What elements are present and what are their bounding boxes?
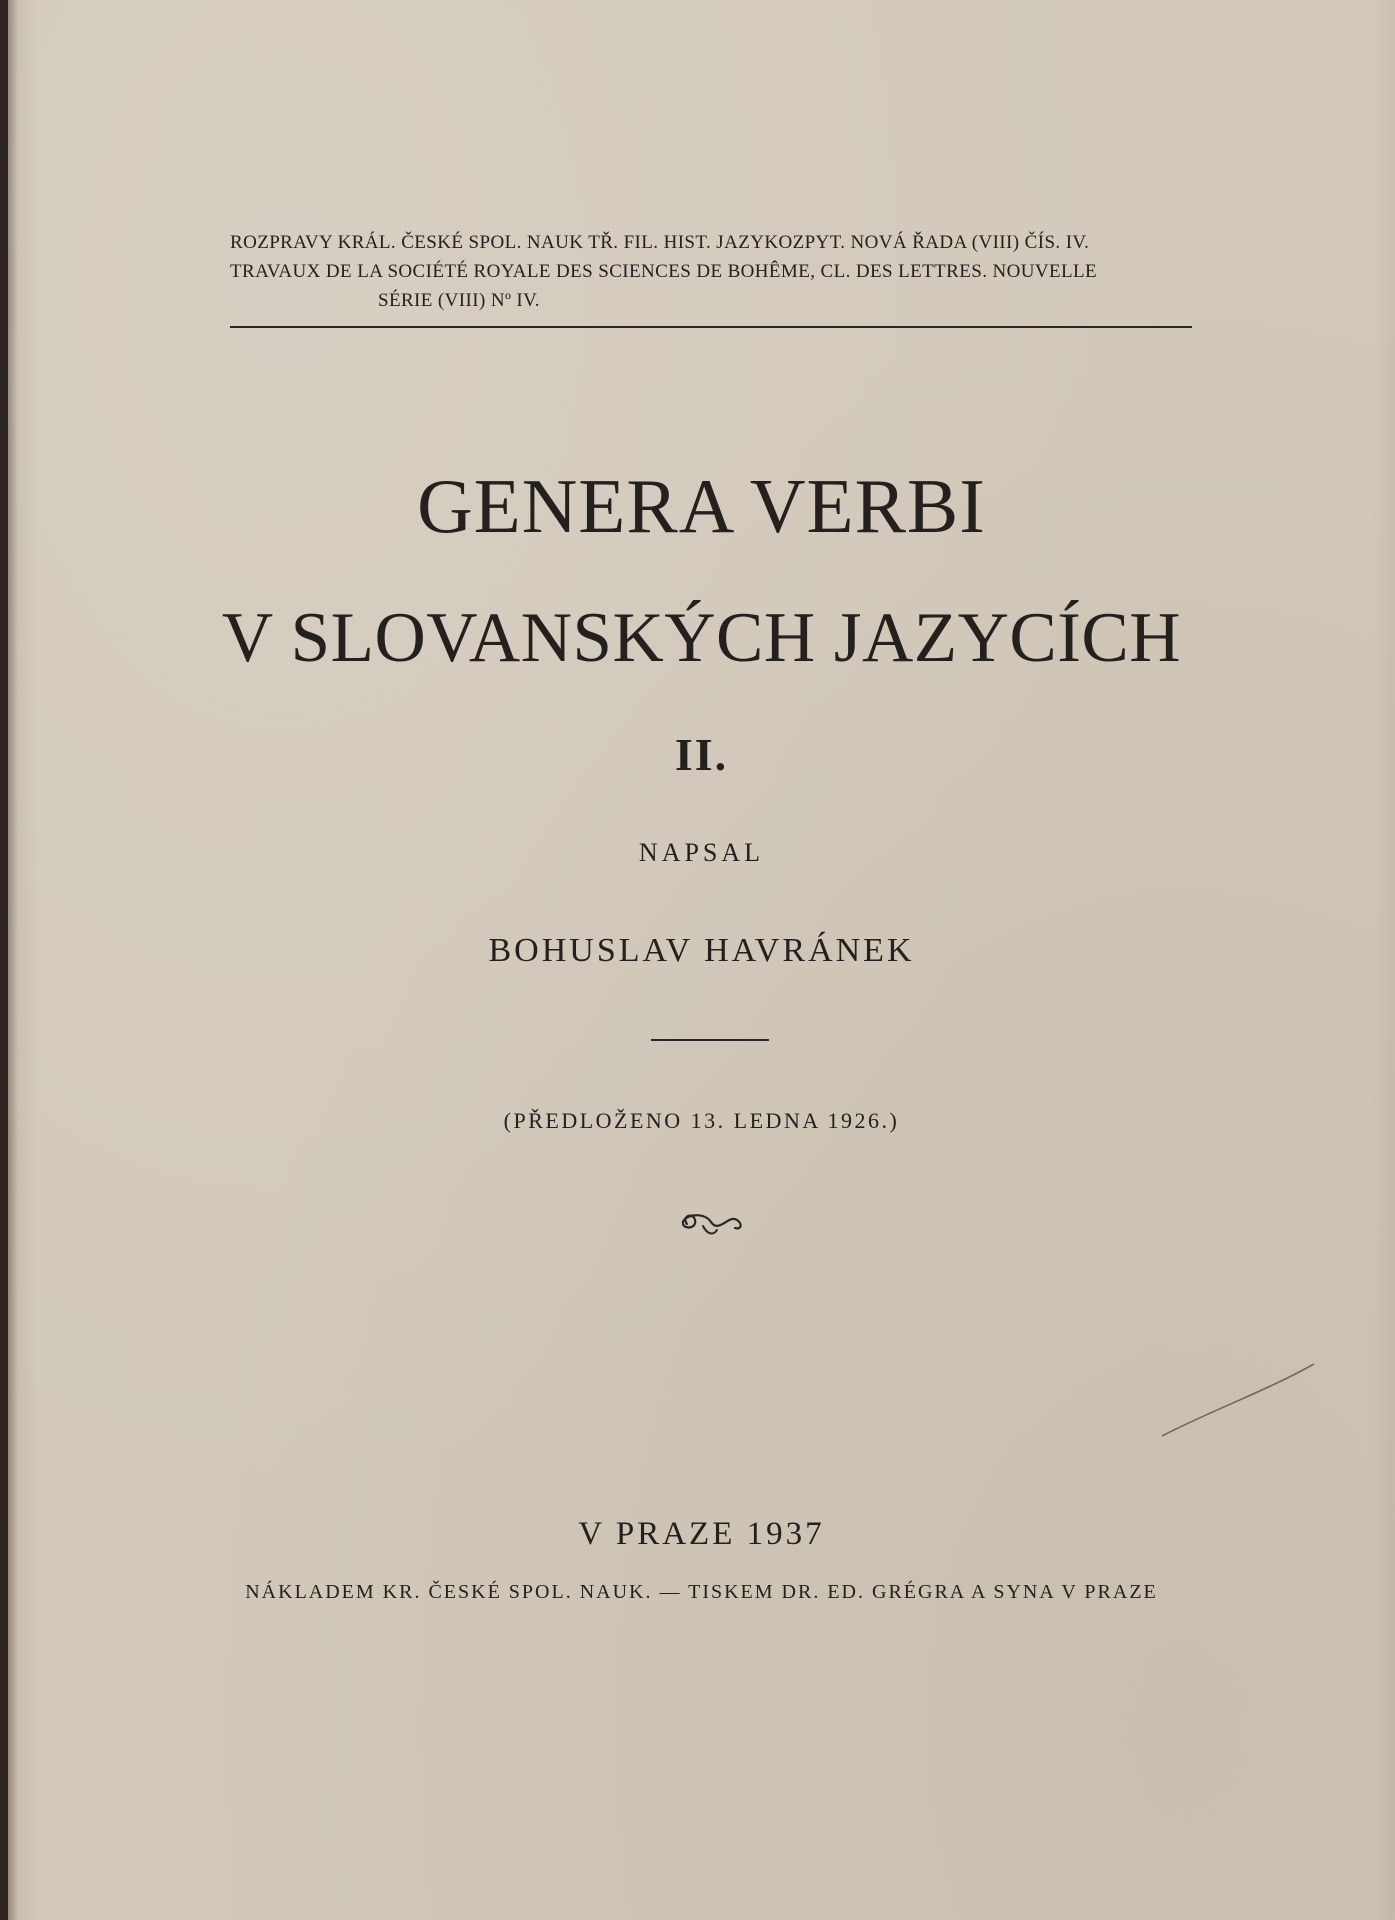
- book-title-line-2: V SLOVANSKÝCH JAZYCÍCH: [221, 599, 1182, 677]
- book-title-line-1: GENERA VERBI: [417, 463, 986, 549]
- author-name: BOHUSLAV HAVRÁNEK: [488, 932, 915, 969]
- series-header-line-2: TRAVAUX DE LA SOCIÉTÉ ROYALE DES SCIENCES DE BOHÊME, CL. DES LETTRES. NOUVELLE: [230, 261, 1098, 282]
- publisher-line: NÁKLADEM KR. ČESKÉ SPOL. NAUK. — TISKEM DR. ED. GRÉGRA A SYNA V PRAZE: [245, 1581, 1158, 1603]
- submission-date: (PŘEDLOŽENO 13. LEDNA 1926.): [503, 1108, 900, 1133]
- series-header-line-3: SÉRIE (VIII) Nº IV.: [378, 290, 540, 311]
- short-divider: [651, 1039, 769, 1041]
- series-header: [230, 228, 1192, 315]
- byline-label: NAPSAL: [638, 838, 765, 867]
- book-title-page: [8, 0, 1395, 1920]
- series-header-line-1: ROZPRAVY KRÁL. ČESKÉ SPOL. NAUK TŘ. FIL. HIST. JAZYKOZPYT. NOVÁ ŘADA (VIII) ČÍS. IV.: [230, 232, 1090, 253]
- paper-crease: [1158, 1360, 1318, 1440]
- volume-number: II.: [674, 729, 729, 780]
- header-divider: [230, 326, 1192, 328]
- ornament-flourish-icon: [673, 1204, 751, 1242]
- place-and-year: V PRAZE 1937: [578, 1516, 825, 1552]
